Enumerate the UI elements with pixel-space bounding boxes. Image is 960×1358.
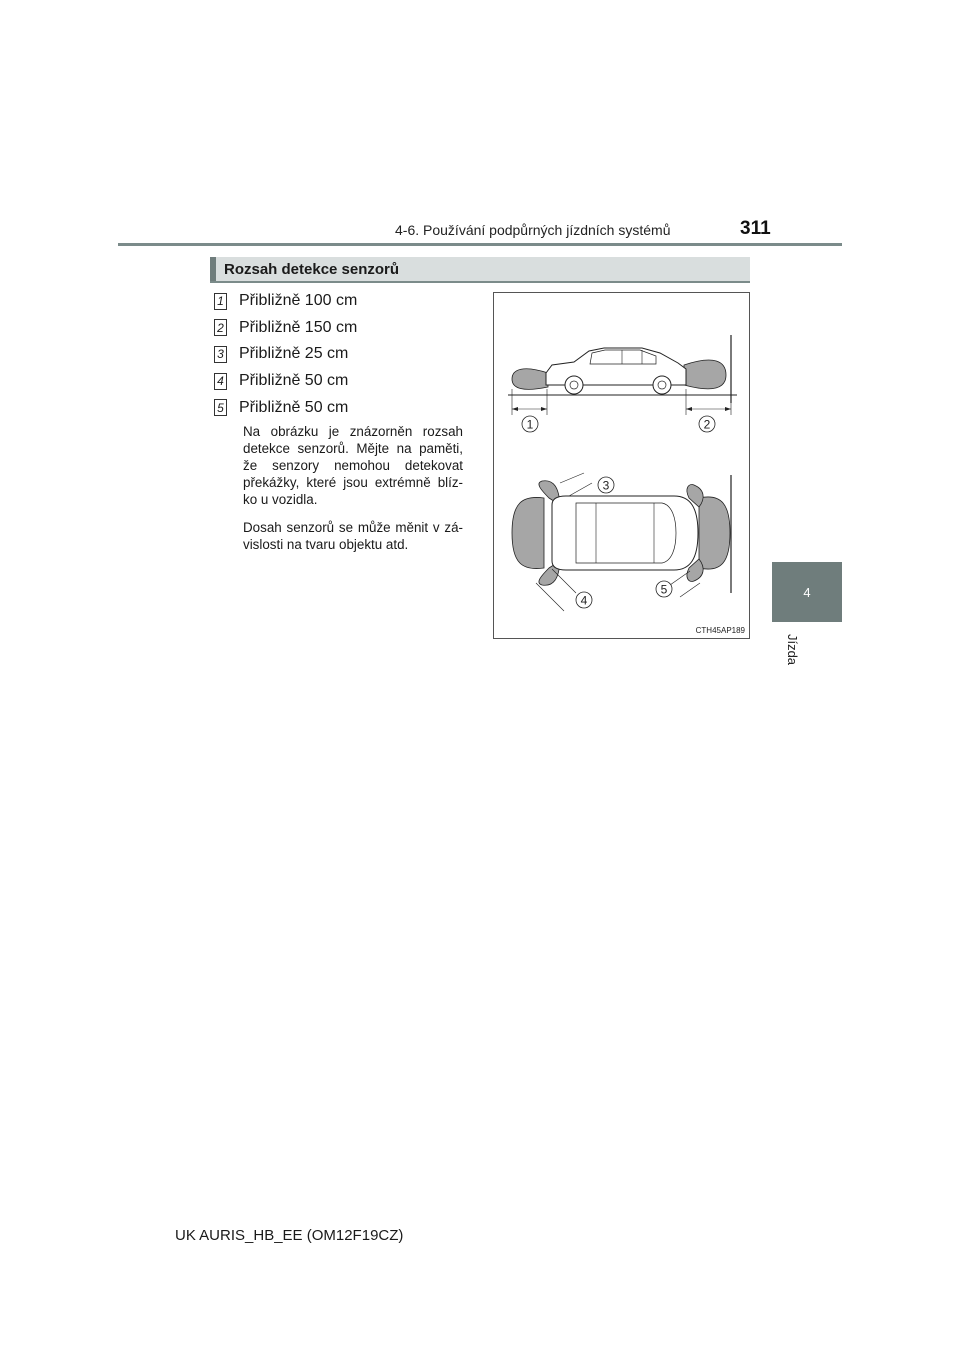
- section-header: [210, 257, 750, 283]
- dimension-line-4: [536, 583, 564, 611]
- callout-label: 1: [526, 417, 534, 432]
- front-center-lobe: [699, 497, 730, 569]
- section-header-bar: [210, 257, 216, 281]
- item-text: Přibližně 150 cm: [239, 318, 358, 336]
- chapter-number: 4: [803, 584, 811, 600]
- dimension-line-3: [569, 483, 592, 496]
- callout-label: 4: [580, 593, 588, 608]
- rear-sensor-lobe: [512, 369, 548, 390]
- front-wheel: [653, 376, 671, 394]
- rear-center-lobe: [512, 497, 544, 568]
- top-view: [512, 473, 731, 611]
- front-sensor-lobe: [684, 360, 726, 389]
- header-rule: [118, 243, 842, 246]
- footer-manual-id: UK AURIS_HB_EE (OM12F19CZ): [175, 1227, 404, 1244]
- side-view: [508, 335, 737, 432]
- item-text: Přibližně 100 cm: [239, 292, 358, 310]
- item-text: Přibližně 50 cm: [239, 398, 349, 416]
- note-paragraph: Na obrázku je znázorněn rozsah detekce senzorů. Mějte na paměti, že senzory nemohou detekovat překážky, které jsou extrémně blíz-ko u vozidla.: [243, 424, 463, 507]
- item-text: Přibližně 25 cm: [239, 345, 349, 363]
- item-number-badge: 4: [214, 373, 227, 390]
- section-title: Rozsah detekce senzorů: [224, 261, 400, 278]
- header-section-title: 4-6. Používání podpůrných jízdních systémů: [395, 222, 671, 238]
- note-paragraph: Dosah senzorů se může měnit v zá-vislosti na tvaru objektu atd.: [243, 520, 463, 552]
- list-item: [214, 288, 357, 315]
- callout-label: 3: [602, 478, 610, 493]
- sensor-range-illustration: [494, 293, 751, 640]
- callout-label: 2: [703, 417, 711, 432]
- list-item: [214, 394, 357, 421]
- figure-code: CTH45AP189: [695, 626, 745, 635]
- item-number-badge: 3: [214, 346, 227, 363]
- list-item: [214, 341, 357, 368]
- chapter-label: [778, 626, 808, 672]
- chapter-tab[interactable]: [772, 562, 842, 622]
- item-number-badge: 2: [214, 319, 227, 336]
- callout-label: 5: [660, 582, 668, 597]
- rear-wheel: [565, 376, 583, 394]
- sensor-range-figure: [493, 292, 750, 639]
- page-number: 311: [740, 218, 771, 239]
- chapter-label-text: Jízda: [785, 633, 801, 665]
- list-item: [214, 368, 357, 395]
- item-text: Přibližně 50 cm: [239, 372, 349, 390]
- range-list: [214, 288, 357, 421]
- item-number-badge: 1: [214, 293, 227, 310]
- list-item: [214, 315, 357, 342]
- item-number-badge: 5: [214, 399, 227, 416]
